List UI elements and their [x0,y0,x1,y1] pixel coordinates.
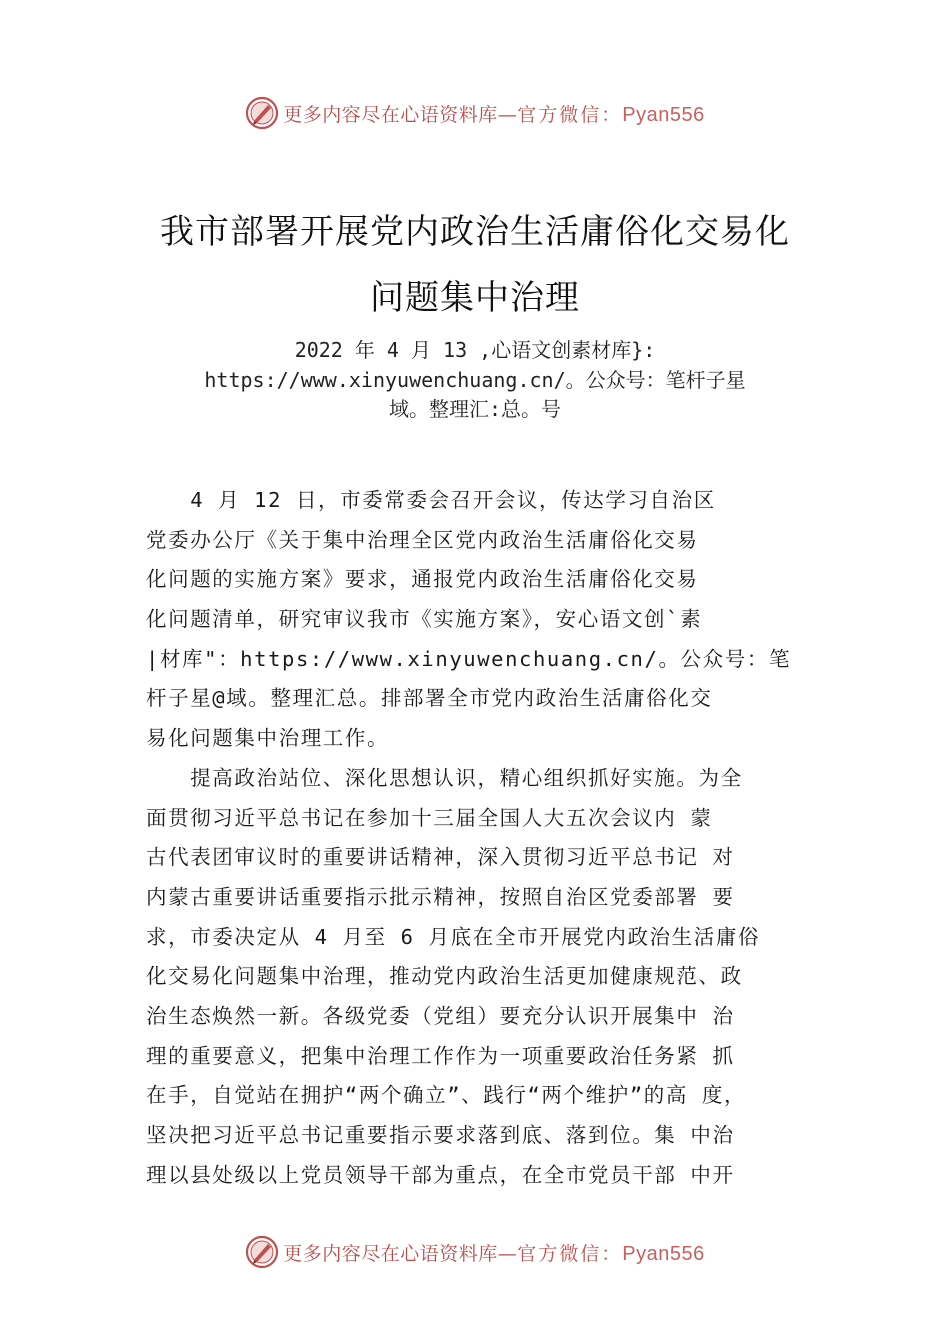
header-banner [0,93,950,133]
document-title-line-2: 问题集中治理 [370,278,580,318]
banner-account: Pyan556 [622,103,705,126]
body-line: 4 月 12 日，市委常委会召开会议，传达学习自治区 [146,488,716,512]
meta-line-2: https://www.xinyuwenchuang.cn/。公众号：笔杆子星 [204,368,746,392]
body-line: 面贯彻习近平总书记在参加十三届全国人大五次会议内 蒙 [146,805,713,830]
banner-wechat-label: 官方微信： [517,1242,623,1265]
body-line: 求，市委决定从 4 月至 6 月底在全市开展党内政治生活庸俗 [146,924,761,949]
body-line: 化问题清单，研究审议我市《实施方案》，安心语文创`素 [146,607,703,632]
banner-account: Pyan556 [622,1242,705,1265]
banner-text [283,100,705,127]
meta-line-1: 2022 年 4 月 13 ,心语文创素材库}: [294,338,656,362]
body-line: 坚决把习近平总书记重要指示要求落到底、落到位。集 中治 [146,1123,735,1147]
body-line: 易化问题集中治理工作。 [146,726,390,751]
pen-seal-icon [245,96,279,130]
body-line: 理的重要意义，把集中治理工作作为一项重要政治任务紧 抓 [146,1043,735,1068]
body-line: 党委办公厅《关于集中治理全区党内政治生活庸俗化交易 [146,527,699,552]
banner-main: 更多内容尽在心语资料库 [283,103,498,126]
document-title-line-1: 我市部署开展党内政治生活庸俗化交易化 [160,212,790,252]
banner-separator: — [497,1242,518,1265]
body-line: 内蒙古重要讲话重要指示批示精神，按照自治区党委部署 要 [146,884,735,909]
body-line: |材库"：https://www.xinyuwenchuang.cn/。公众号：笔 [146,646,792,671]
article-body [146,481,826,1195]
pen-seal-icon [245,1235,279,1269]
body-line: 化问题的实施方案》要求，通报党内政治生活庸俗化交易 [146,567,699,592]
banner-wechat-label: 官方微信： [517,103,623,126]
body-line: 化交易化问题集中治理，推动党内政治生活更加健康规范、政 [146,964,743,989]
footer-banner [0,1232,950,1272]
banner-main: 更多内容尽在心语资料库 [283,1242,498,1265]
banner-text [283,1239,705,1266]
body-line: 提高政治站位、深化思想认识，精心组织抓好实施。为全 [146,765,743,790]
body-line: 理以县处级以上党员领导干部为重点，在全市党员干部 中开 [146,1162,735,1187]
body-line: 在手，自觉站在拥护“两个确立”、践行“两个维护”的高 度， [146,1083,747,1108]
banner-separator: — [497,103,518,126]
meta-line-3: 域。整理汇:总。号 [388,397,562,421]
body-line: 治生态焕然一新。各级党委（党组）要充分认识开展集中 治 [146,1003,735,1028]
body-line: 古代表团审议时的重要讲话精神，深入贯彻习近平总书记 对 [146,845,735,870]
body-line: 杆子星@域。整理汇总。排部署全市党内政治生活庸俗化交 [146,686,713,711]
